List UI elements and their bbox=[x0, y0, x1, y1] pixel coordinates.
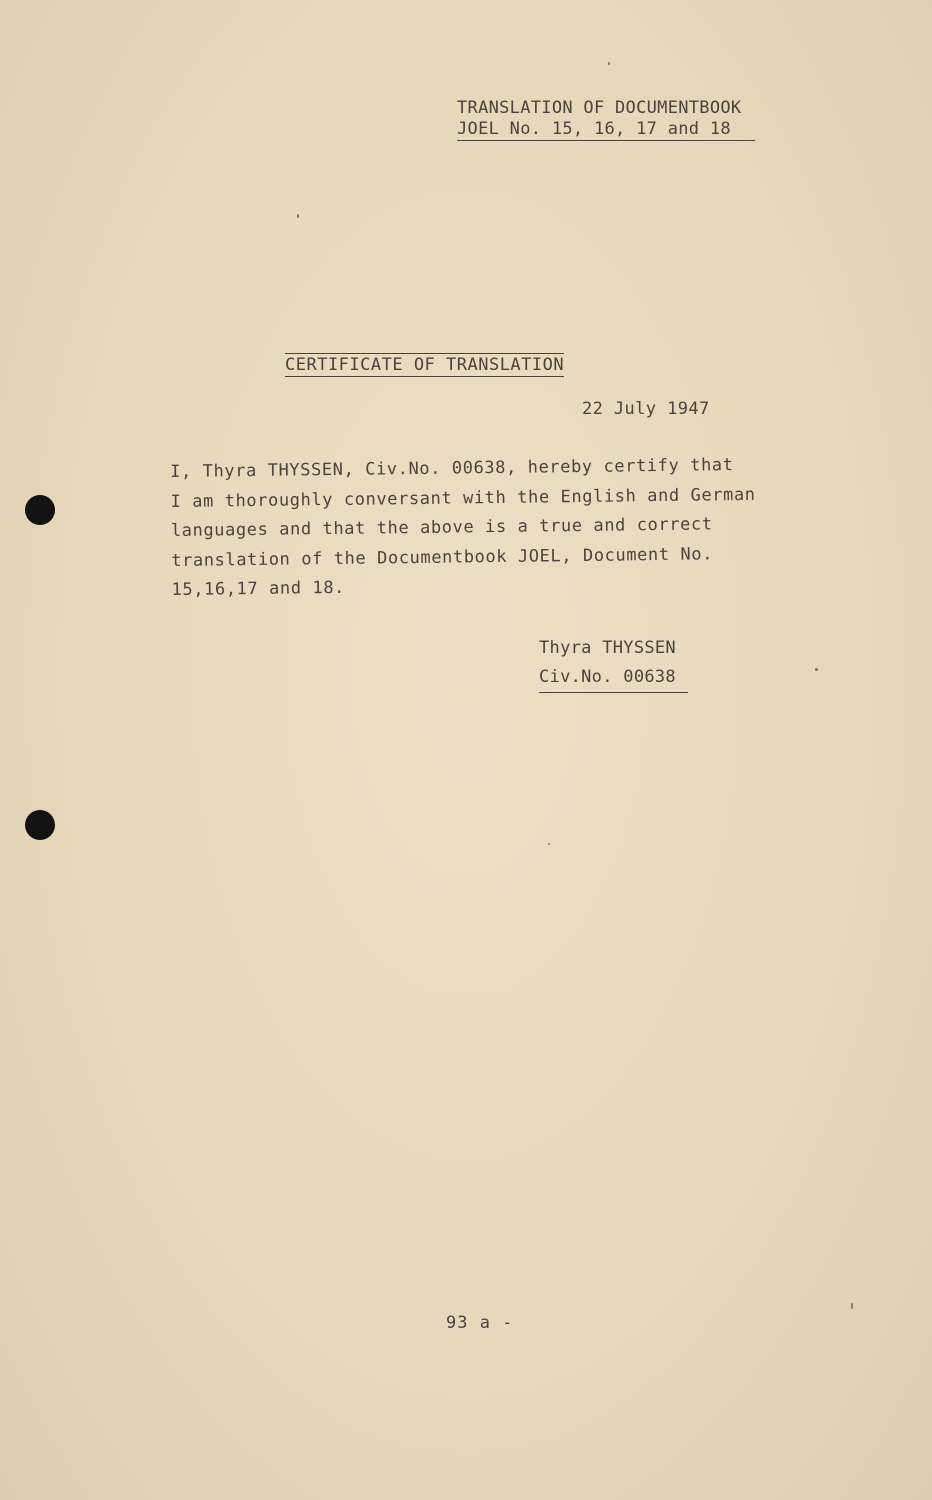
signature-civ-number: Civ.No. 00638 bbox=[539, 663, 688, 693]
signature-name: Thyra THYSSEN bbox=[539, 638, 676, 658]
paper-speck bbox=[548, 843, 550, 845]
header-line-1: TRANSLATION OF DOCUMENTBOOK bbox=[457, 98, 742, 118]
paper-speck bbox=[297, 214, 299, 218]
paper-speck bbox=[815, 668, 818, 671]
paper-speck bbox=[851, 1303, 853, 1309]
certificate-body bbox=[170, 450, 822, 605]
punch-hole-top bbox=[25, 495, 55, 525]
paper-speck bbox=[608, 62, 610, 65]
body-line: I am thoroughly conversant with the English and German bbox=[170, 484, 756, 512]
document-header bbox=[457, 98, 755, 141]
body-line: 15,16,17 and 18. bbox=[171, 577, 346, 600]
body-line: languages and that the above is a true and correct bbox=[170, 514, 713, 541]
signature-block bbox=[539, 634, 688, 693]
page-number: 93 a - bbox=[446, 1313, 514, 1333]
certificate-date: 22 July 1947 bbox=[582, 399, 710, 419]
body-line: translation of the Documentbook JOEL, Document No. bbox=[171, 543, 714, 571]
certificate-title: CERTIFICATE OF TRANSLATION bbox=[285, 355, 565, 375]
body-line: I, Thyra THYSSEN, Civ.No. 00638, hereby certify that bbox=[170, 455, 734, 482]
header-line-2: JOEL No. 15, 16, 17 and 18 bbox=[457, 119, 755, 141]
punch-hole-bottom bbox=[25, 810, 55, 840]
